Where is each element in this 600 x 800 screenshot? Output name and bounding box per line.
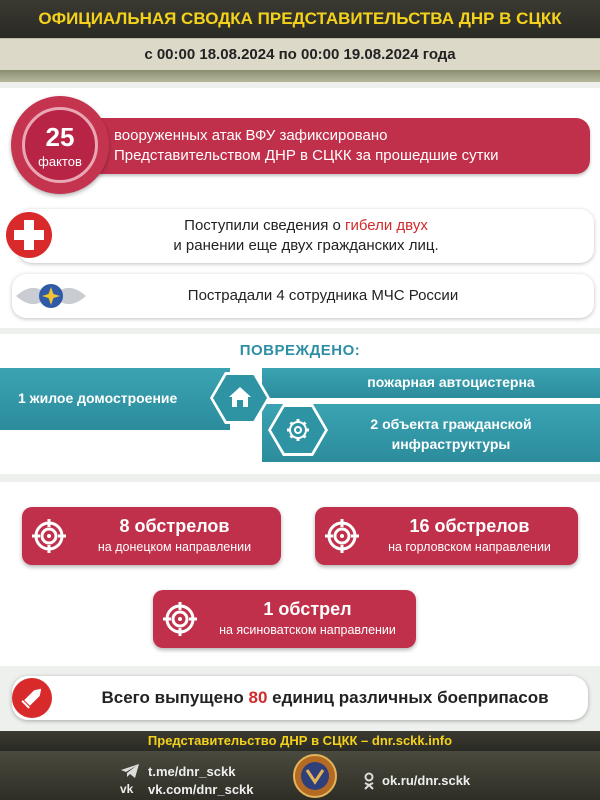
casualties-prefix: Поступили сведения о (184, 217, 346, 234)
total-ammo-card (12, 676, 588, 720)
vk-link[interactable]: vk.com/dnr_sckk (148, 782, 254, 797)
casualties-card (18, 209, 594, 263)
shelling-card-donetsk (22, 507, 281, 565)
date-bar (0, 38, 600, 70)
attacks-line1: вооруженных атак ВФУ зафиксировано (114, 127, 388, 144)
vk-icon: vk (120, 782, 134, 796)
shelling-direction: на ясиноватском направлении (219, 623, 396, 637)
telegram-icon (120, 763, 140, 779)
page-title: ОФИЦИАЛЬНАЯ СВОДКА ПРЕДСТАВИТЕЛЬСТВА ДНР В СЦКК (38, 9, 562, 28)
attacks-count: 25 (45, 122, 75, 152)
damaged-item-right2-line2: инфраструктуры (391, 436, 511, 452)
target-icon (32, 519, 66, 553)
casualties-highlight2: и ранении еще двух гражданских лиц. (173, 237, 439, 254)
shelling-direction: на донецком направлении (97, 540, 252, 554)
medical-cross-icon (6, 212, 52, 258)
shelling-card-gorlovka (315, 507, 578, 565)
target-icon (325, 519, 359, 553)
attacks-unit: фактов (38, 154, 82, 169)
total-suffix: единиц различных боеприпасов (267, 688, 549, 707)
mchs-card (12, 274, 594, 318)
damaged-item-left (0, 368, 230, 430)
ok-link[interactable]: ok.ru/dnr.sckk (382, 773, 471, 788)
dnr-emblem-icon (293, 754, 337, 798)
total-prefix: Всего выпущено (101, 688, 249, 707)
ok-icon (362, 772, 376, 790)
gear-icon (271, 407, 325, 453)
damaged-item-right1-label: пожарная автоцистерна (367, 374, 535, 390)
telegram-link[interactable]: t.me/dnr_sckk (148, 764, 236, 779)
total-number: 80 (248, 688, 268, 707)
damaged-item-right1 (262, 368, 600, 398)
footer-org: Представительство ДНР в СЦКК – dnr.sckk.info (147, 733, 453, 748)
mchs-emblem-icon (14, 276, 88, 316)
house-icon (213, 375, 267, 421)
header-stripe (0, 70, 600, 82)
attacks-bar (88, 118, 590, 174)
casualties-highlight1: гибели двух (345, 217, 428, 234)
shelling-count: 1 обстрел (263, 599, 352, 619)
attacks-line2: Представительством ДНР в СЦКК за прошедшие сутки (114, 147, 499, 164)
mchs-text: Пострадали 4 сотрудника МЧС России (187, 287, 459, 304)
damaged-item-right2-line1: 2 объекта гражданской (370, 416, 532, 432)
header-bar (0, 0, 600, 38)
shelling-card-yasinovataya (153, 590, 416, 648)
shelling-count: 8 обстрелов (119, 516, 230, 536)
shelling-count: 16 обстрелов (409, 516, 530, 536)
bullet-icon (12, 678, 52, 718)
damaged-title: ПОВРЕЖДЕНО: (239, 342, 361, 359)
date-range: с 00:00 18.08.2024 по 00:00 19.08.2024 года (144, 46, 456, 63)
damaged-item-left-label: 1 жилое домостроение (18, 390, 178, 406)
shelling-direction: на горловском направлении (388, 540, 551, 554)
footer-org-bar (0, 731, 600, 751)
attacks-count-badge (11, 96, 109, 194)
target-icon (163, 602, 197, 636)
